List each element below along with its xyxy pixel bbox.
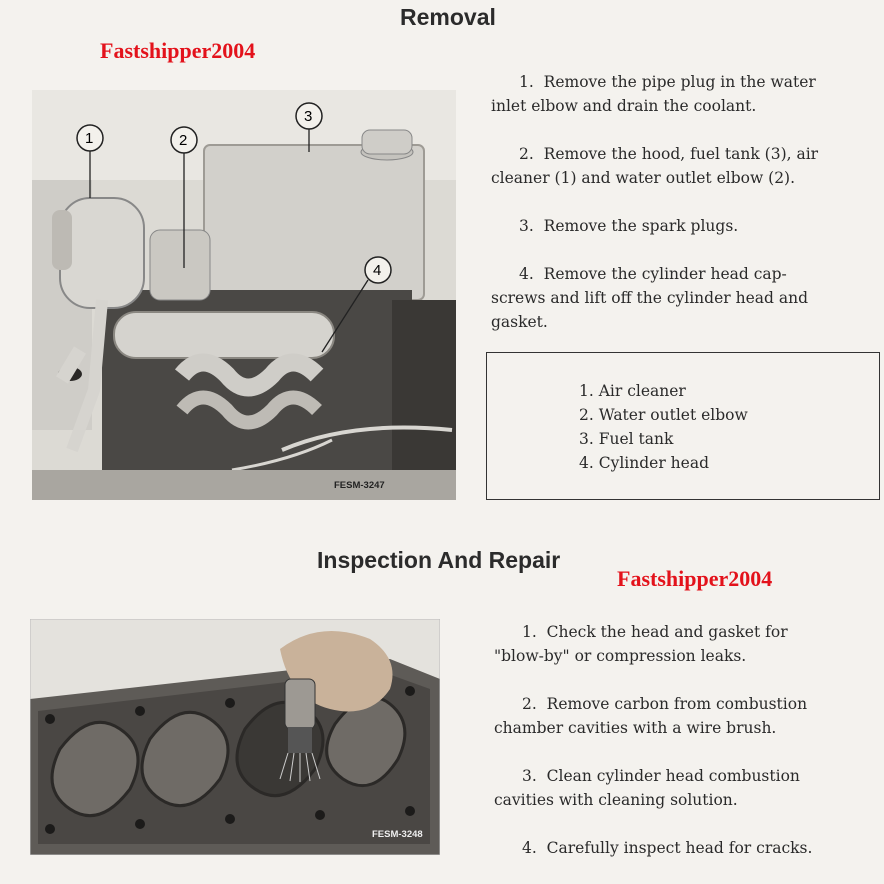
inspection-step-2: 2. Remove carbon from combustion chamber cavities with a wire brush.	[494, 695, 808, 737]
callout-2: 2	[179, 132, 188, 149]
inspection-step-4: 4. Carefully inspect head for cracks.	[522, 839, 813, 857]
inspection-heading: Inspection And Repair	[317, 547, 561, 573]
legend-item-water-outlet-elbow: 2. Water outlet elbow	[579, 406, 748, 424]
removal-step-1: 1. Remove the pipe plug in the water inlet elbow and drain the coolant.	[491, 73, 816, 115]
legend-item-fuel-tank: 3. Fuel tank	[579, 430, 674, 448]
watermark-top: Fastshipper2004	[100, 38, 256, 63]
removal-steps	[491, 70, 881, 358]
removal-step-3: 3. Remove the spark plugs.	[519, 217, 739, 235]
callout-4: 4	[373, 262, 382, 279]
engine-photo-caption: FESM-3247	[334, 480, 385, 491]
callout-3: 3	[304, 108, 313, 125]
inspection-steps	[494, 620, 884, 884]
inspection-step-1: 1. Check the head and gasket for "blow-by" or compression leaks.	[494, 623, 788, 665]
legend-item-air-cleaner: 1. Air cleaner	[579, 382, 686, 400]
cylinder-head-photo-caption: FESM-3248	[372, 829, 423, 840]
inspection-step-3: 3. Clean cylinder head combustion cavities with cleaning solution.	[494, 767, 800, 809]
legend-item-cylinder-head: 4. Cylinder head	[579, 454, 709, 472]
removal-step-2: 2. Remove the hood, fuel tank (3), air cleaner (1) and water outlet elbow (2).	[491, 145, 819, 187]
engine-photo	[32, 90, 456, 500]
callout-1: 1	[85, 130, 94, 147]
removal-heading: Removal	[400, 4, 496, 30]
legend-box	[486, 352, 880, 500]
cylinder-head-photo	[30, 619, 440, 855]
removal-step-4: 4. Remove the cylinder head cap- screws and lift off the cylinder head and gasket.	[491, 265, 808, 331]
watermark-bottom: Fastshipper2004	[617, 566, 773, 591]
